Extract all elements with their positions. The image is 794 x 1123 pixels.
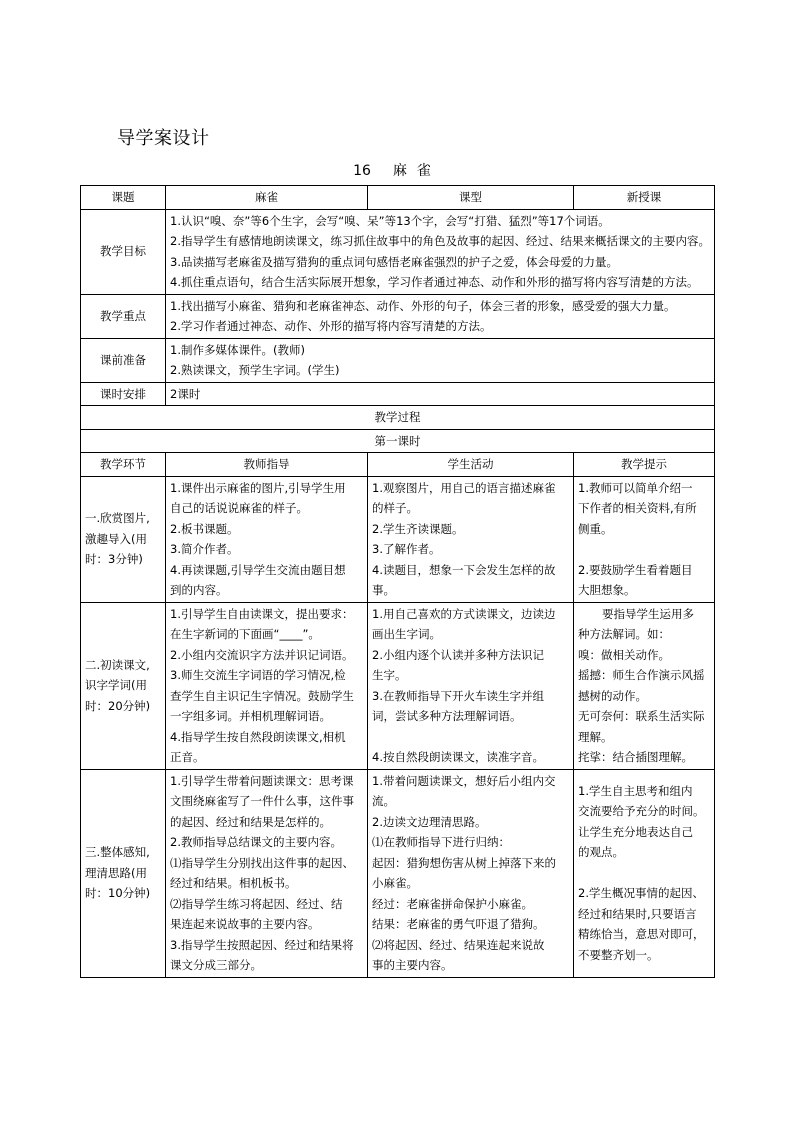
text-line: 侧重。 [578, 521, 613, 536]
text-line: 1.课件出示麻雀的图片,引导学生用 [170, 480, 346, 495]
topic-label: 课题 [81, 186, 166, 210]
document-title: 导学案设计 [117, 128, 210, 149]
text-line: 让学生充分地表达自己 [578, 824, 693, 839]
text-line: 4.读题目，想象一下会发生怎样的故 [372, 562, 556, 577]
key-points-label: 教学重点 [81, 294, 166, 338]
text-line: 理清思路(用 [85, 865, 147, 880]
lesson-number: 16 [353, 163, 371, 179]
text-line: 2.熟读课文，预学生字词。(学生) [170, 363, 340, 377]
text-line: 生字。 [372, 668, 407, 682]
text-line: 3.简介作者。 [170, 542, 239, 556]
text-line: 种方法解词。如： [578, 627, 670, 641]
text-line: 2.教师指导总结课文的主要内容。 [170, 835, 342, 849]
text-line: 的起因、经过和结果是怎样的。 [170, 814, 331, 829]
text-line: 1.找出描写小麻雀、猎狗和老麻雀神态、动作、外形的句子，体会三者的形象，感受爱的强大力量。 [170, 298, 676, 313]
text-line: 1.观察图片，用自己的语言描述麻雀 [372, 480, 556, 495]
text-line: 1.带着问题读课文，想好后小组内交 [372, 773, 556, 788]
text-line: 挓挲：结合插图理解。 [578, 750, 693, 764]
header-row [81, 186, 715, 210]
text-line: 果连起来说故事的主要内容。 [170, 917, 320, 931]
process-title: 教学过程 [81, 406, 715, 430]
schedule-value: 2课时 [166, 382, 715, 406]
text-line: 1.引导学生自由读课文，提出要求： [170, 606, 354, 621]
text-line: 1.用自己喜欢的方式读课文，边读边 [372, 606, 556, 621]
step-name [81, 602, 166, 769]
text-line: 词，尝试多种方法理解词语。 [372, 709, 522, 723]
text-line: 1.学生自主思考和组内 [578, 783, 693, 798]
teaching-tips [574, 769, 715, 977]
text-line: 精练恰当，意思对即可， [578, 927, 705, 942]
preparation-row [81, 338, 715, 382]
student-activity [368, 769, 574, 977]
text-line: 文围绕麻雀写了一件什么事，这件事 [170, 794, 354, 808]
text-line: 理解。 [578, 729, 613, 744]
lesson-plan-table [80, 185, 715, 978]
text-line: 2.要鼓励学生看着题目 [578, 562, 693, 577]
text-line: 3.指导学生按照起因、经过和结果将 [170, 937, 354, 952]
lesson-title [0, 160, 794, 180]
student-activity [368, 476, 574, 602]
text-line: 流。 [372, 794, 395, 808]
type-label: 课型 [368, 186, 574, 210]
text-line: 的观点。 [578, 845, 624, 860]
key-points-row [81, 294, 715, 338]
step-row [81, 769, 715, 977]
text-line: 1.认识“嗅、奈”等6个生字，会写“嗅、呆”等13个字，会写“打猎、猛烈”等17个词语。 [170, 213, 610, 228]
text-line: 事。 [372, 583, 395, 597]
text-line: 3.了解作者。 [372, 542, 441, 556]
text-line: 2.学生概况事情的起因、 [578, 886, 704, 901]
text-line: 2.学生齐读课题。 [372, 521, 464, 536]
key-points-content [166, 294, 715, 338]
period-title-row [81, 429, 715, 453]
text-line: 起因：猎狗想伤害从树上掉落下来的 [372, 855, 556, 870]
teaching-tips [574, 476, 715, 602]
schedule-label: 课时安排 [81, 382, 166, 406]
text-line: 时：10分钟) [85, 886, 151, 901]
text-line: 4.抓住重点语句，结合生活实际展开想象，学习作者通过神态、动作和外形的描写将内容写清楚的方法。 [170, 275, 699, 289]
step-row [81, 602, 715, 769]
text-line: 2.小组内交流识字方法并识记词语。 [170, 647, 354, 662]
text-line: 识字学词(用 [85, 678, 147, 693]
goals-content [166, 209, 715, 294]
text-line: 结果：老麻雀的勇气吓退了猎狗。 [372, 917, 545, 931]
step-name [81, 476, 166, 602]
text-line: 撼树的动作。 [578, 688, 647, 703]
text-line: 3.师生交流生字词语的学习情况,检 [170, 668, 346, 682]
type-value: 新授课 [574, 186, 715, 210]
text-line: 要指导学生运用多 [602, 606, 694, 621]
column-header-step: 教学环节 [81, 453, 166, 477]
text-line: 事的主要内容。 [372, 958, 453, 972]
text-line [578, 539, 710, 560]
text-line: 时：20分钟) [85, 698, 151, 713]
text-line: 2.小组内逐个认读并多种方法识记 [372, 647, 544, 662]
text-line: 不要整齐划一。 [578, 947, 659, 962]
text-line: 自己的话说说麻雀的样子。 [170, 501, 308, 515]
text-line: 交流要给予充分的时间。 [578, 804, 705, 819]
text-line: 3.在教师指导下开火车读生字并组 [372, 688, 544, 703]
schedule-row [81, 382, 715, 406]
lesson-name: 麻雀 [392, 163, 441, 179]
column-header-student: 学生活动 [368, 453, 574, 477]
goals-row [81, 209, 715, 294]
teacher-guidance [166, 602, 368, 769]
text-line: ⑴在教师指导下进行归纳： [372, 835, 510, 849]
column-header-row [81, 453, 715, 477]
topic-value: 麻雀 [166, 186, 368, 210]
text-line [372, 727, 569, 748]
text-line: 时：3分钟) [85, 552, 143, 567]
text-line: 1.引导学生带着问题读课文：思考课 [170, 773, 354, 788]
text-line: 课文分成三部分。 [170, 958, 262, 972]
step-name [81, 769, 166, 977]
text-line: 4.按自然段朗读课文，读准字音。 [372, 750, 544, 764]
text-line: 1.教师可以简单介绍一 [578, 480, 693, 495]
teaching-tips [574, 602, 715, 769]
text-line: 正音。 [170, 750, 205, 764]
text-line: ⑵将起因、经过、结果连起来说故 [372, 937, 545, 952]
step-row [81, 476, 715, 602]
text-line [578, 863, 710, 884]
text-line: 下作者的相关资料,有所 [578, 501, 697, 515]
text-line: ⑵指导学生练习将起因、经过、结 [170, 896, 343, 911]
text-line: 激趣导入(用 [85, 531, 147, 546]
text-line: 画出生字词。 [372, 627, 441, 641]
text-line: 经过和结果。相机板书。 [170, 876, 297, 890]
text-line: 2.板书课题。 [170, 521, 239, 536]
period-title: 第一课时 [81, 429, 715, 453]
process-title-row [81, 406, 715, 430]
student-activity [368, 602, 574, 769]
goals-label: 教学目标 [81, 209, 166, 294]
text-line: 无可奈何：联系生活实际 [578, 709, 705, 723]
text-line: 经过：老麻雀拼命保护小麻雀。 [372, 896, 533, 911]
text-line: 到的内容。 [170, 583, 228, 597]
text-line: 一字组多词。并相机理解词语。 [170, 709, 331, 723]
preparation-content [166, 338, 715, 382]
text-line: ⑴指导学生分别找出这件事的起因、 [170, 855, 354, 870]
text-line: 3.品读描写老麻雀及描写猎狗的重点词句感悟老麻雀强烈的护子之爱，体会母爱的力量。 [170, 254, 618, 269]
text-line: 查学生自主识记生字情况。鼓励学生 [170, 688, 354, 703]
column-header-tips: 教学提示 [574, 453, 715, 477]
text-line: 2.指导学生有感情地朗读课文，练习抓住故事中的角色及故事的起因、经过、结果来概括课文的主要内容。 [170, 234, 710, 248]
text-line: 大胆想象。 [578, 583, 636, 597]
text-line: 二.初读课文, [85, 657, 150, 672]
text-line: 4.指导学生按自然段朗读课文,相机 [170, 729, 346, 744]
text-line: 2.边读文边理清思路。 [372, 814, 487, 829]
text-line: 经过和结果时,只要语言 [578, 906, 697, 921]
preparation-label: 课前准备 [81, 338, 166, 382]
column-header-teacher: 教师指导 [166, 453, 368, 477]
text-line: 一.欣赏图片, [85, 511, 150, 526]
text-line: 摇撼：师生合作演示风摇 [578, 668, 705, 682]
text-line: 的样子。 [372, 501, 418, 515]
teacher-guidance [166, 476, 368, 602]
teacher-guidance [166, 769, 368, 977]
text-line: 嗅：做相关动作。 [578, 647, 670, 662]
text-line: 在生字新词的下面画“____”。 [170, 627, 320, 641]
text-line: 三.整体感知, [85, 845, 150, 860]
text-line: 4.再读课题,引导学生交流由题目想 [170, 562, 346, 577]
text-line: 2.学习作者通过神态、动作、外形的描写将内容写清楚的方法。 [170, 319, 492, 333]
text-line: 1.制作多媒体课件。(教师) [170, 342, 305, 357]
text-line: 小麻雀。 [372, 876, 418, 890]
